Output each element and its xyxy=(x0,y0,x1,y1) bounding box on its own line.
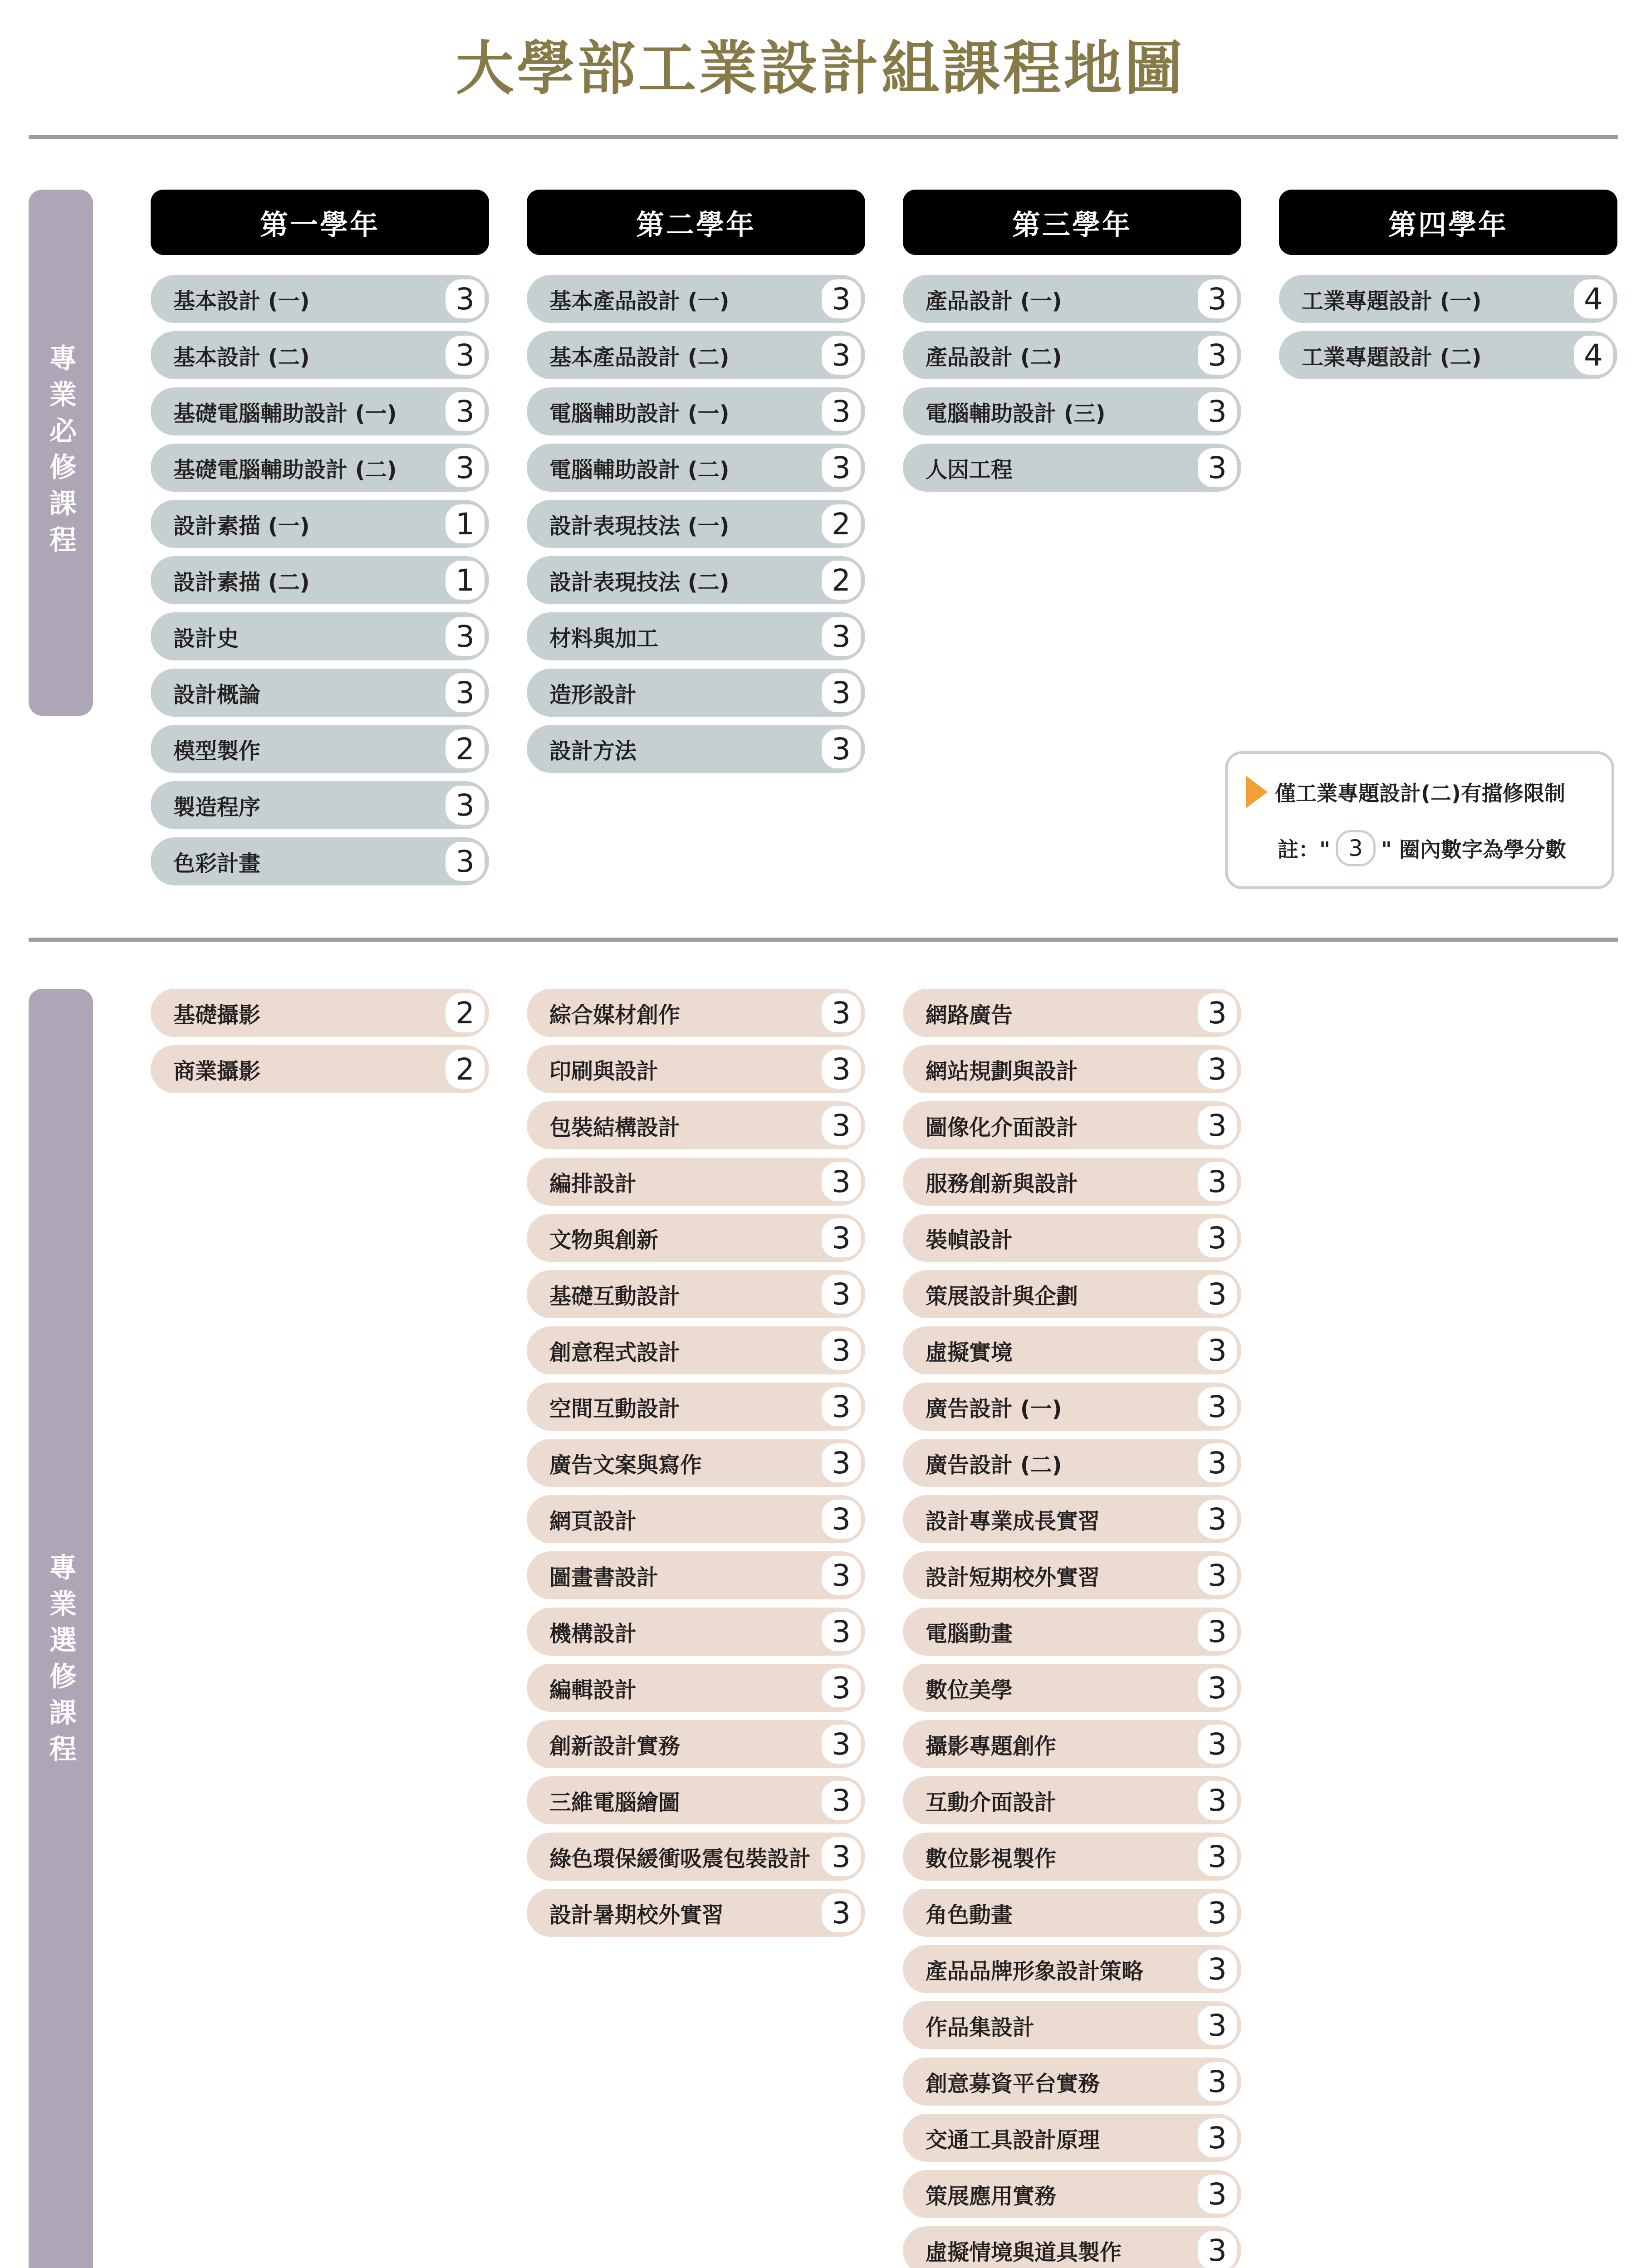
course-name: 設計方法 xyxy=(549,738,637,764)
course-name: 角色動畫 xyxy=(926,1902,1013,1928)
course-name: 基礎互動設計 xyxy=(549,1283,681,1309)
credit-badge: 3 xyxy=(819,1778,863,1823)
course-name: 虛擬實境 xyxy=(926,1339,1013,1365)
elective-course xyxy=(527,1270,865,1318)
required-course xyxy=(527,331,865,379)
elective-course xyxy=(903,1495,1241,1543)
required-course xyxy=(903,331,1241,379)
course-name: 包裝結構設計 xyxy=(549,1114,681,1140)
required-course xyxy=(527,669,865,717)
elective-column-2 xyxy=(527,989,865,1945)
course-name: 產品設計 (一) xyxy=(926,288,1062,314)
credit-badge: 3 xyxy=(819,1272,863,1316)
required-column-year-2 xyxy=(527,275,865,781)
required-column-year-4 xyxy=(1279,275,1617,387)
credit-badge: 3 xyxy=(1195,1328,1239,1373)
required-course xyxy=(527,444,865,492)
elective-course xyxy=(151,1045,489,1093)
elective-course xyxy=(903,1214,1241,1262)
course-name: 基本設計 (一) xyxy=(173,288,310,314)
required-course xyxy=(903,275,1241,323)
credit-badge: 3 xyxy=(1195,333,1239,377)
course-name: 印刷與設計 xyxy=(549,1058,659,1084)
required-course xyxy=(151,725,489,773)
credit-badge: 3 xyxy=(819,1441,863,1485)
required-column-year-3 xyxy=(903,275,1241,500)
course-name: 創意募資平台實務 xyxy=(926,2071,1100,2097)
course-name: 電腦輔助設計 (三) xyxy=(926,401,1106,426)
course-name: 互動介面設計 xyxy=(926,1789,1057,1815)
elective-course xyxy=(527,989,865,1037)
course-name: 數位影視製作 xyxy=(926,1846,1057,1872)
credit-badge: 1 xyxy=(443,558,487,602)
course-name: 廣告文案與寫作 xyxy=(549,1452,702,1478)
course-name: 人因工程 xyxy=(926,457,1013,483)
course-name: 策展設計與企劃 xyxy=(926,1283,1078,1309)
elective-course xyxy=(903,1158,1241,1206)
elective-courses-label-text: 專業選修課程 xyxy=(45,1553,77,1771)
credit-badge: 3 xyxy=(443,389,487,434)
credit-badge: 3 xyxy=(1195,277,1239,321)
course-name: 模型製作 xyxy=(173,738,261,764)
elective-course xyxy=(527,1383,865,1431)
credit-badge: 3 xyxy=(1195,2003,1239,2048)
credit-badge: 2 xyxy=(443,727,487,771)
elective-column-3 xyxy=(903,989,1241,2268)
course-name: 基本產品設計 (一) xyxy=(549,288,730,314)
required-course xyxy=(527,612,865,660)
course-name: 空間互動設計 xyxy=(549,1396,681,1422)
elective-course xyxy=(527,1664,865,1712)
course-name: 圖像化介面設計 xyxy=(926,1114,1078,1140)
credit-badge: 2 xyxy=(443,991,487,1035)
elective-course xyxy=(903,1776,1241,1824)
course-name: 設計史 xyxy=(173,626,239,651)
required-course xyxy=(151,612,489,660)
credit-badge: 3 xyxy=(1195,1384,1239,1429)
credit-badge: 3 xyxy=(1195,1103,1239,1148)
elective-course xyxy=(527,1776,865,1824)
elective-course xyxy=(527,1101,865,1149)
elective-course xyxy=(903,2001,1241,2049)
required-course xyxy=(527,500,865,548)
credit-badge: 3 xyxy=(819,1497,863,1541)
course-name: 廣告設計 (一) xyxy=(926,1396,1062,1422)
course-name: 編排設計 xyxy=(549,1171,637,1197)
required-course xyxy=(527,725,865,773)
credit-badge: 3 xyxy=(1195,2172,1239,2216)
course-name: 電腦輔助設計 (二) xyxy=(549,457,730,483)
course-name: 網路廣告 xyxy=(926,1002,1013,1028)
credit-badge: 3 xyxy=(1195,1778,1239,1823)
elective-course xyxy=(527,1214,865,1262)
elective-course xyxy=(903,1101,1241,1149)
course-name: 數位美學 xyxy=(926,1677,1013,1703)
course-name: 基礎攝影 xyxy=(173,1002,261,1028)
course-name: 機構設計 xyxy=(549,1621,637,1647)
elective-course xyxy=(903,989,1241,1037)
elective-course xyxy=(903,2226,1241,2268)
course-name: 文物與創新 xyxy=(549,1227,659,1253)
elective-course xyxy=(151,989,489,1037)
required-courses-label xyxy=(29,190,93,716)
course-name: 設計概論 xyxy=(173,682,261,708)
credit-badge: 3 xyxy=(443,614,487,659)
elective-course xyxy=(903,2058,1241,2106)
credit-badge: 3 xyxy=(443,783,487,827)
credit-badge: 3 xyxy=(1195,1609,1239,1654)
course-name: 產品設計 (二) xyxy=(926,344,1062,370)
elective-course xyxy=(903,1045,1241,1093)
credit-badge: 3 xyxy=(1195,1666,1239,1710)
course-name: 工業專題設計 (二) xyxy=(1302,344,1482,370)
credit-badge: 3 xyxy=(1195,1834,1239,1879)
elective-course xyxy=(903,1608,1241,1656)
credit-badge: 3 xyxy=(819,1891,863,1935)
course-name: 設計短期校外實習 xyxy=(926,1564,1100,1590)
credit-badge: 3 xyxy=(443,277,487,321)
elective-course xyxy=(527,1495,865,1543)
credit-badge: 3 xyxy=(1195,389,1239,434)
year-header-1: 第一學年 xyxy=(151,190,489,255)
credit-badge: 3 xyxy=(819,670,863,715)
credit-badge: 3 xyxy=(1195,1047,1239,1091)
elective-courses-label xyxy=(29,989,93,2268)
required-course xyxy=(151,387,489,435)
required-course xyxy=(151,275,489,323)
credit-note-suffix: " 圈內數字為學分數 xyxy=(1381,837,1566,862)
credit-badge: 3 xyxy=(819,614,863,659)
required-course xyxy=(527,556,865,604)
prerequisite-note xyxy=(1246,776,1565,808)
credit-badge: 3 xyxy=(1195,1553,1239,1598)
course-name: 編輯設計 xyxy=(549,1677,637,1703)
credit-badge: 3 xyxy=(819,991,863,1035)
legend-note xyxy=(1225,751,1614,889)
credit-badge: 3 xyxy=(443,445,487,490)
course-name: 策展應用實務 xyxy=(926,2183,1057,2209)
course-name: 商業攝影 xyxy=(173,1058,261,1084)
credit-sample-badge: 3 xyxy=(1336,830,1376,866)
course-name: 產品品牌形象設計策略 xyxy=(926,1958,1144,1984)
credit-badge: 3 xyxy=(443,670,487,715)
credit-badge: 3 xyxy=(1195,2059,1239,2104)
elective-course xyxy=(903,2114,1241,2162)
course-name: 材料與加工 xyxy=(549,626,659,651)
course-name: 設計素描 (一) xyxy=(173,513,310,539)
prerequisite-note-text: 僅工業專題設計(二)有擋修限制 xyxy=(1275,781,1566,806)
page-title: 大學部工業設計組課程地圖 xyxy=(456,35,1185,103)
credit-badge: 3 xyxy=(443,839,487,884)
course-name: 創新設計實務 xyxy=(549,1733,681,1759)
course-name: 服務創新與設計 xyxy=(926,1171,1078,1197)
course-name: 色彩計畫 xyxy=(173,850,261,876)
course-name: 綠色環保緩衝吸震包裝設計 xyxy=(549,1846,811,1872)
course-name: 三維電腦繪圖 xyxy=(549,1789,681,1815)
credit-badge: 2 xyxy=(819,558,863,602)
elective-course xyxy=(903,1383,1241,1431)
required-courses-label-text: 專業必修課程 xyxy=(45,344,77,562)
credit-badge: 4 xyxy=(1571,333,1616,377)
course-name: 廣告設計 (二) xyxy=(926,1452,1062,1478)
elective-course xyxy=(903,1833,1241,1881)
credit-badge: 3 xyxy=(819,1103,863,1148)
credit-badge: 3 xyxy=(819,445,863,490)
credit-badge: 3 xyxy=(1195,1947,1239,1991)
course-name: 基礎電腦輔助設計 (二) xyxy=(173,457,397,483)
required-course xyxy=(151,500,489,548)
elective-course xyxy=(527,1720,865,1768)
credit-badge: 3 xyxy=(443,333,487,377)
credit-badge: 3 xyxy=(819,1159,863,1204)
credit-badge: 3 xyxy=(819,1553,863,1598)
elective-course xyxy=(527,1833,865,1881)
credit-badge: 3 xyxy=(1195,1497,1239,1541)
course-name: 裝幀設計 xyxy=(926,1227,1013,1253)
credit-badge: 3 xyxy=(1195,445,1239,490)
credit-badge: 3 xyxy=(1195,1891,1239,1935)
elective-course xyxy=(527,1551,865,1599)
course-name: 電腦輔助設計 (一) xyxy=(549,401,730,426)
credit-badge: 3 xyxy=(819,1722,863,1766)
required-course xyxy=(151,556,489,604)
required-course xyxy=(1279,331,1617,379)
year-header-2: 第二學年 xyxy=(527,190,865,255)
credit-badge: 3 xyxy=(819,1216,863,1260)
credit-badge: 3 xyxy=(819,1834,863,1879)
elective-course xyxy=(527,1158,865,1206)
year-header-3: 第三學年 xyxy=(903,190,1241,255)
course-name: 設計表現技法 (二) xyxy=(549,569,730,595)
credit-badge: 3 xyxy=(1195,1159,1239,1204)
credit-badge: 1 xyxy=(443,502,487,546)
course-name: 基礎電腦輔助設計 (一) xyxy=(173,401,397,426)
required-course xyxy=(527,387,865,435)
credit-badge: 2 xyxy=(819,502,863,546)
course-name: 造形設計 xyxy=(549,682,637,708)
elective-course xyxy=(903,2170,1241,2218)
credit-badge: 3 xyxy=(1195,1272,1239,1316)
course-name: 基本設計 (二) xyxy=(173,344,310,370)
credit-badge: 3 xyxy=(819,727,863,771)
course-name: 交通工具設計原理 xyxy=(926,2127,1100,2153)
credit-badge: 3 xyxy=(1195,1441,1239,1485)
course-name: 設計專業成長實習 xyxy=(926,1508,1100,1534)
required-course xyxy=(151,781,489,829)
elective-course xyxy=(527,1608,865,1656)
required-course xyxy=(903,387,1241,435)
credit-badge: 3 xyxy=(819,1384,863,1429)
course-name: 網頁設計 xyxy=(549,1508,637,1534)
required-course xyxy=(151,837,489,885)
year-header-4: 第四學年 xyxy=(1279,190,1617,255)
required-course xyxy=(527,275,865,323)
elective-column-1 xyxy=(151,989,489,1101)
course-name: 設計暑期校外實習 xyxy=(549,1902,724,1928)
credit-note-prefix: 註：" xyxy=(1278,837,1330,862)
elective-course xyxy=(903,1720,1241,1768)
section-divider xyxy=(29,938,1618,942)
required-course xyxy=(151,669,489,717)
course-name: 攝影專題創作 xyxy=(926,1733,1057,1759)
credit-badge: 3 xyxy=(1195,1722,1239,1766)
course-name: 綜合媒材創作 xyxy=(549,1002,681,1028)
elective-course xyxy=(903,1551,1241,1599)
credit-badge: 3 xyxy=(1195,991,1239,1035)
course-name: 網站規劃與設計 xyxy=(926,1058,1078,1084)
top-divider xyxy=(29,135,1618,139)
course-name: 創意程式設計 xyxy=(549,1339,681,1365)
elective-course xyxy=(903,1664,1241,1712)
credit-badge: 3 xyxy=(819,277,863,321)
elective-course xyxy=(903,1439,1241,1487)
required-course xyxy=(1279,275,1617,323)
arrow-right-icon xyxy=(1246,776,1268,808)
credit-badge: 3 xyxy=(819,389,863,434)
elective-course xyxy=(903,1270,1241,1318)
elective-course xyxy=(527,1326,865,1374)
required-course xyxy=(151,444,489,492)
elective-course xyxy=(903,1326,1241,1374)
elective-course xyxy=(527,1045,865,1093)
credit-badge: 3 xyxy=(819,1047,863,1091)
credit-badge: 3 xyxy=(819,1666,863,1710)
credit-note xyxy=(1278,830,1566,866)
credit-badge: 2 xyxy=(443,1047,487,1091)
course-name: 製造程序 xyxy=(173,794,261,820)
credit-badge: 3 xyxy=(819,1328,863,1373)
required-course xyxy=(903,444,1241,492)
course-name: 電腦動畫 xyxy=(926,1621,1013,1647)
course-name: 工業專題設計 (一) xyxy=(1302,288,1482,314)
credit-badge: 4 xyxy=(1571,277,1616,321)
credit-badge: 3 xyxy=(1195,2116,1239,2160)
course-name: 圖畫書設計 xyxy=(549,1564,659,1590)
elective-course xyxy=(903,1889,1241,1937)
course-name: 基本產品設計 (二) xyxy=(549,344,730,370)
required-column-year-1 xyxy=(151,275,489,894)
course-name: 作品集設計 xyxy=(926,2014,1035,2040)
credit-badge: 3 xyxy=(1195,1216,1239,1260)
elective-course xyxy=(903,1945,1241,1993)
credit-badge: 3 xyxy=(819,333,863,377)
elective-course xyxy=(527,1889,865,1937)
course-name: 虛擬情境與道具製作 xyxy=(926,2239,1122,2265)
credit-badge: 3 xyxy=(1195,2228,1239,2268)
elective-course xyxy=(527,1439,865,1487)
course-name: 設計素描 (二) xyxy=(173,569,310,595)
credit-badge: 3 xyxy=(819,1609,863,1654)
required-course xyxy=(151,331,489,379)
course-name: 設計表現技法 (一) xyxy=(549,513,730,539)
